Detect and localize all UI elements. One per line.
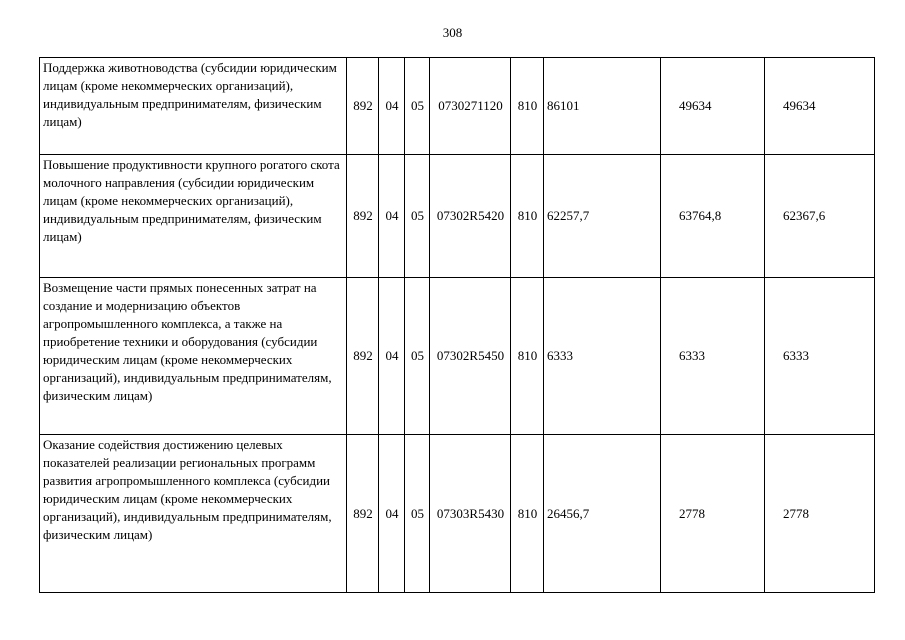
amount-year-1: 62257,7 <box>544 155 661 278</box>
amount-year-3: 49634 <box>765 58 875 155</box>
amount-year-2: 6333 <box>661 278 765 435</box>
section-code: 04 <box>379 58 405 155</box>
amount-year-3: 2778 <box>765 435 875 593</box>
ministry-code: 892 <box>347 155 379 278</box>
target-article-code: 07302R5450 <box>430 278 511 435</box>
table-row <box>40 58 875 155</box>
subsection-code: 05 <box>405 435 430 593</box>
ministry-code: 892 <box>347 58 379 155</box>
target-article-code: 07303R5430 <box>430 435 511 593</box>
expense-type-code: 810 <box>511 435 544 593</box>
subsection-code: 05 <box>405 58 430 155</box>
amount-year-1: 26456,7 <box>544 435 661 593</box>
row-description: Поддержка животноводства (субсидии юридическим лицам (кроме некоммерческих организаций), индивидуальным предпринимателям, физическим лицам) <box>40 58 347 155</box>
section-code: 04 <box>379 155 405 278</box>
table-row <box>40 155 875 278</box>
subsection-code: 05 <box>405 278 430 435</box>
amount-year-2: 2778 <box>661 435 765 593</box>
section-code: 04 <box>379 278 405 435</box>
row-description: Возмещение части прямых понесенных затрат на создание и модернизацию объектов агропромышленного комплекса, а также на приобретение техники и оборудования (субсидии юридическим лицам (кроме некоммерческих организаций), индивидуальным предпринимателям, физическим лицам) <box>40 278 347 435</box>
table-row <box>40 435 875 593</box>
amount-year-1: 86101 <box>544 58 661 155</box>
budget-table <box>39 57 875 593</box>
amount-year-1: 6333 <box>544 278 661 435</box>
amount-year-3: 62367,6 <box>765 155 875 278</box>
section-code: 04 <box>379 435 405 593</box>
subsection-code: 05 <box>405 155 430 278</box>
table-row <box>40 278 875 435</box>
expense-type-code: 810 <box>511 278 544 435</box>
ministry-code: 892 <box>347 435 379 593</box>
ministry-code: 892 <box>347 278 379 435</box>
row-description: Повышение продуктивности крупного рогатого скота молочного направления (субсидии юридическим лицам (кроме некоммерческих организаций), индивидуальным предпринимателям, физическим лицам) <box>40 155 347 278</box>
amount-year-2: 49634 <box>661 58 765 155</box>
expense-type-code: 810 <box>511 155 544 278</box>
amount-year-2: 63764,8 <box>661 155 765 278</box>
target-article-code: 0730271120 <box>430 58 511 155</box>
expense-type-code: 810 <box>511 58 544 155</box>
amount-year-3: 6333 <box>765 278 875 435</box>
page-number: 308 <box>442 25 463 40</box>
row-description: Оказание содействия достижению целевых показателей реализации региональных программ развития агропромышленного комплекса (субсидии юридическим лицам (кроме некоммерческих организаций), индивидуальным предпринимателям, физическим лицам) <box>40 435 347 593</box>
target-article-code: 07302R5420 <box>430 155 511 278</box>
